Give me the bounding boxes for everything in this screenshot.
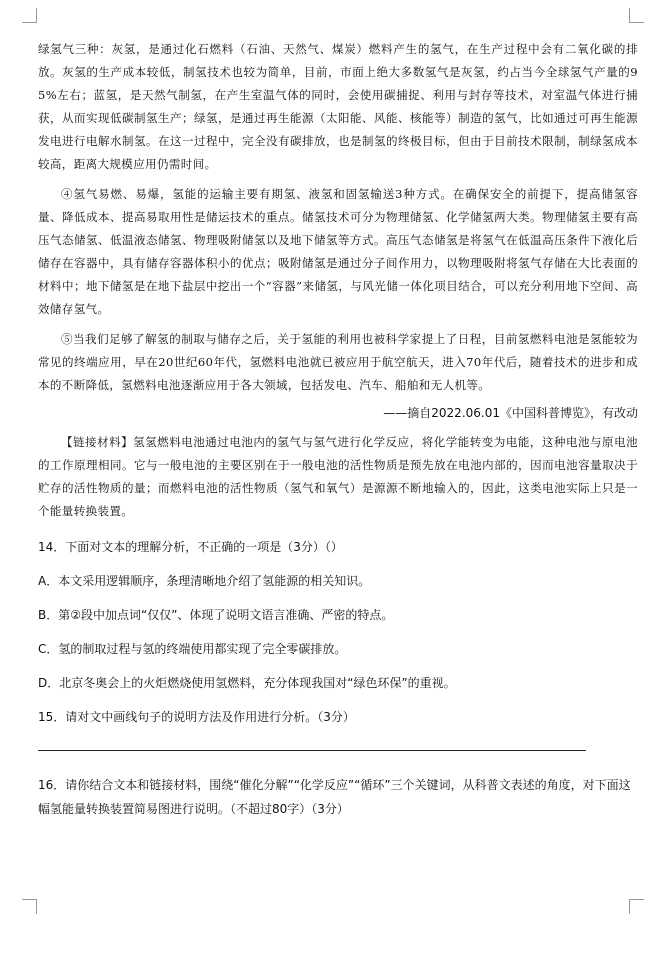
corner-mark-top-right xyxy=(629,8,644,23)
question-14: 14．下面对文本的理解分析，不正确的一项是（3分）（） xyxy=(38,540,343,554)
question-15: 15．请对文中画线句子的说明方法及作用进行分析。（3分） xyxy=(38,710,355,724)
link-material: 【链接材料】氢氢燃料电池通过电池内的氢气与氢气进行化学反应，将化学能转变为电能，这种电池与原电池的工作原理相同。它与一般电池的主要区别在于一般电池的活性物质是预先放在电池内部的，因而电池容量取决于贮存的活性物质的量；而燃料电池的活性物质（氢气和氧气）是源源不断地输入的，因此，这类电池实际上只是一个能量转换装置。 xyxy=(38,435,638,518)
corner-mark-bottom-right xyxy=(629,899,644,914)
question-14-option-c: C．氢的制取过程与氢的终端使用都实现了完全零碳排放。 xyxy=(38,642,347,656)
corner-mark-bottom-left xyxy=(22,899,37,914)
question-14-option-a: A．本文采用逻辑顺序，条理清晰地介绍了氢能源的相关知识。 xyxy=(38,574,371,588)
corner-mark-top-left xyxy=(22,8,37,23)
source-citation: ——摘自2022.06.01《中国科普博览》，有改动 xyxy=(383,406,638,420)
question-14-option-d: D．北京冬奥会上的火炬燃烧使用氢燃料，充分体现我国对“绿色环保”的重视。 xyxy=(38,676,456,690)
paragraph-hydrogen-storage: ④氢气易燃、易爆，氢能的运输主要有期氢、液氢和固氢输送3种方式。在确保安全的前提下，提高储氢容量、降低成本、提高易取用性是储运技术的重点。储氢技术可分为物理储氢、化学储氢两大类。物理储氢主要有高压气态储氢、低温液态储氢、物理吸附储氢以及地下储氢等方式。高压气态储氢是将氢气在低温高压条件下液化后储存在容器中，具有储存容器体积小的优点；吸附储氢是通过分子间作用力，以物理吸附将氢气存储在大比表面的材料中；地下储氢是在地下盐层中挖出一个“容器”来储氢，与风光储一体化项目结合，可以充分利用地下空间、高效储存氢气。 xyxy=(38,187,638,316)
question-16: 16．请你结合文本和链接材料，围绕“催化分解”“化学反应”“循环”三个关键词，从科普文表述的角度，对下面这幅氢能量转换装置简易图进行说明。（不超过80字）（3分） xyxy=(38,778,631,816)
paragraph-hydrogen-fuel-cell: ⑤当我们足够了解氢的制取与储存之后，关于氢能的利用也被科学家提上了日程，目前氢燃料电池是氢能较为常见的终端应用，早在20世纪60年代，氢燃料电池就已被应用于航空航天，进入70年代后，随着技术的进步和成本的不断降低，氢燃料电池逐渐应用于各大领域，包括发电、汽车、船舶和无人机等。 xyxy=(38,332,638,392)
document-page xyxy=(38,38,638,821)
question-14-option-b: B．第②段中加点词“仅仅”、体现了说明文语言准确、严密的特点。 xyxy=(38,608,394,622)
paragraph-hydrogen-types: 绿氢气三种：灰氢，是通过化石燃料（石油、天然气、煤炭）燃料产生的氢气，在生产过程中会有二氧化碳的排放。灰氢的生产成本较低，制氢技术也较为简单，目前，市面上绝大多数氢气是灰氢，约占当今全球氢气产量的95%左右；蓝氢，是天然气制氢，在产生室温气体的同时，会使用碳捕捉、利用与封存等技术，对室温气体进行捕获，从而实现低碳制氢生产；绿氢，是通过再生能源（太阳能、风能、核能等）制造的氢气，比如通过可再生能源发电进行电解水制氢。在这一过程中，完全没有碳排放，也是制氢的终极目标，但由于目前技术限制，制绿氢成本较高，距离大规模应用仍需时间。 xyxy=(38,42,638,171)
